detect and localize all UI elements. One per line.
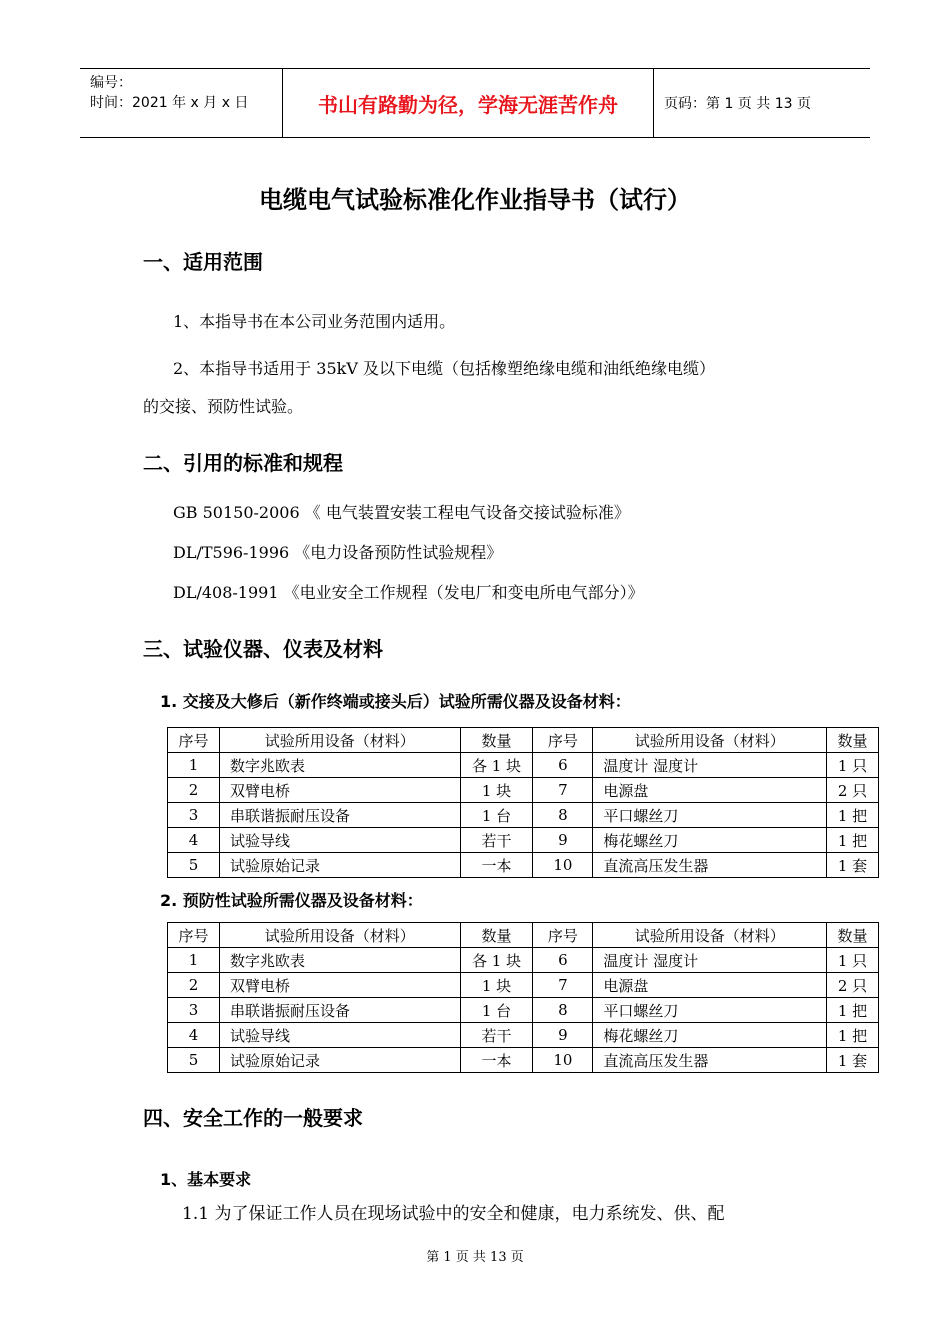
table-row <box>168 998 879 1023</box>
table-cell: 1 台 <box>460 998 533 1023</box>
table-cell: 数字兆欧表 <box>219 948 460 973</box>
table-cell: 3 <box>168 803 220 828</box>
equipment-table-1 <box>167 727 879 878</box>
page-header <box>80 68 870 138</box>
table-cell: 温度计 湿度计 <box>593 948 827 973</box>
table-cell: 10 <box>533 853 593 878</box>
table-cell: 数字兆欧表 <box>219 753 460 778</box>
column-header: 试验所用设备（材料） <box>219 923 460 948</box>
table-cell: 8 <box>533 803 593 828</box>
table-cell: 3 <box>168 998 220 1023</box>
section-1-paragraph-2-line-1: 2、本指导书适用于 35kV 及以下电缆（包括橡塑绝缘电缆和油纸绝缘电缆） <box>173 359 715 378</box>
table-cell: 直流高压发生器 <box>593 1048 827 1073</box>
reference-2: DL/T596-1996 《电力设备预防性试验规程》 <box>173 543 503 562</box>
table-row <box>168 853 879 878</box>
column-header: 数量 <box>460 728 533 753</box>
table-cell: 平口螺丝刀 <box>593 998 827 1023</box>
table-cell: 试验原始记录 <box>219 1048 460 1073</box>
table-row <box>168 803 879 828</box>
column-header: 序号 <box>168 923 220 948</box>
table-header-row <box>168 923 879 948</box>
document-date: 时间：2021 年 x 月 x 日 <box>90 95 249 111</box>
equipment-table-2 <box>167 922 879 1073</box>
table-cell: 平口螺丝刀 <box>593 803 827 828</box>
table-cell: 4 <box>168 1023 220 1048</box>
table-cell: 2 只 <box>827 973 879 998</box>
table-cell: 若干 <box>460 828 533 853</box>
table-cell: 2 <box>168 973 220 998</box>
table-cell: 梅花螺丝刀 <box>593 828 827 853</box>
column-header: 试验所用设备（材料） <box>593 728 827 753</box>
column-header: 试验所用设备（材料） <box>593 923 827 948</box>
section-4-heading: 四、安全工作的一般要求 <box>143 1106 363 1130</box>
section-3-subheading-1: 1. 交接及大修后（新作终端或接头后）试验所需仪器及设备材料： <box>160 692 631 711</box>
table-cell: 若干 <box>460 1023 533 1048</box>
table-cell: 4 <box>168 828 220 853</box>
table-row <box>168 973 879 998</box>
table-cell: 7 <box>533 973 593 998</box>
table-header-row <box>168 728 879 753</box>
table-cell: 各 1 块 <box>460 753 533 778</box>
section-1-heading: 一、适用范围 <box>143 250 263 274</box>
table-cell: 1 把 <box>827 1023 879 1048</box>
section-1-paragraph-2-line-2: 的交接、预防性试验。 <box>143 397 304 416</box>
column-header: 数量 <box>827 728 879 753</box>
section-3-heading: 三、试验仪器、仪表及材料 <box>143 637 383 661</box>
table-cell: 1 把 <box>827 828 879 853</box>
section-4-paragraph-1: 1.1 为了保证工作人员在现场试验中的安全和健康，电力系统发、供、配 <box>182 1204 725 1224</box>
table-cell: 1 只 <box>827 948 879 973</box>
table-cell: 串联谐振耐压设备 <box>219 803 460 828</box>
section-4-subheading-1: 1、基本要求 <box>160 1170 252 1189</box>
table-cell: 6 <box>533 753 593 778</box>
section-3-subheading-2: 2. 预防性试验所需仪器及设备材料： <box>160 891 423 910</box>
table-cell: 8 <box>533 998 593 1023</box>
table-cell: 试验导线 <box>219 828 460 853</box>
table-cell: 试验原始记录 <box>219 853 460 878</box>
table-cell: 温度计 湿度计 <box>593 753 827 778</box>
table-cell: 试验导线 <box>219 1023 460 1048</box>
section-2-heading: 二、引用的标准和规程 <box>143 451 343 475</box>
table-cell: 电源盘 <box>593 778 827 803</box>
document-number-label: 编号： <box>90 75 132 91</box>
table-row <box>168 828 879 853</box>
reference-3: DL/408-1991 《电业安全工作规程（发电厂和变电所电气部分）》 <box>173 583 644 602</box>
table-row <box>168 1023 879 1048</box>
header-info-cell <box>80 69 282 137</box>
table-cell: 1 套 <box>827 1048 879 1073</box>
table-cell: 电源盘 <box>593 973 827 998</box>
table-cell: 一本 <box>460 853 533 878</box>
column-header: 序号 <box>168 728 220 753</box>
column-header: 序号 <box>533 728 593 753</box>
header-page-info: 页码：第 1 页 共 13 页 <box>664 96 811 112</box>
table-row <box>168 948 879 973</box>
table-cell: 1 <box>168 753 220 778</box>
table-cell: 1 把 <box>827 803 879 828</box>
table-cell: 一本 <box>460 1048 533 1073</box>
table-cell: 2 <box>168 778 220 803</box>
reference-1: GB 50150-2006 《 电气装置安装工程电气设备交接试验标准》 <box>173 503 630 522</box>
table-cell: 9 <box>533 828 593 853</box>
page-footer: 第 1 页 共 13 页 <box>426 1250 524 1265</box>
table-cell: 1 台 <box>460 803 533 828</box>
table-cell: 串联谐振耐压设备 <box>219 998 460 1023</box>
header-motto: 书山有路勤为径，学海无涯苦作舟 <box>282 69 654 137</box>
table-cell: 1 把 <box>827 998 879 1023</box>
section-1-paragraph-1: 1、本指导书在本公司业务范围内适用。 <box>173 312 456 331</box>
table-cell: 双臂电桥 <box>219 778 460 803</box>
table-cell: 10 <box>533 1048 593 1073</box>
column-header: 序号 <box>533 923 593 948</box>
table-cell: 5 <box>168 853 220 878</box>
table-row <box>168 778 879 803</box>
table-cell: 1 <box>168 948 220 973</box>
table-cell: 双臂电桥 <box>219 973 460 998</box>
table-cell: 1 块 <box>460 973 533 998</box>
table-cell: 直流高压发生器 <box>593 853 827 878</box>
column-header: 数量 <box>460 923 533 948</box>
table-cell: 6 <box>533 948 593 973</box>
table-row <box>168 753 879 778</box>
table-cell: 9 <box>533 1023 593 1048</box>
table-cell: 1 套 <box>827 853 879 878</box>
table-cell: 梅花螺丝刀 <box>593 1023 827 1048</box>
table-cell: 2 只 <box>827 778 879 803</box>
table-cell: 1 块 <box>460 778 533 803</box>
table-cell: 各 1 块 <box>460 948 533 973</box>
table-row <box>168 1048 879 1073</box>
table-cell: 1 只 <box>827 753 879 778</box>
table-cell: 5 <box>168 1048 220 1073</box>
document-title: 电缆电气试验标准化作业指导书（试行） <box>259 186 691 214</box>
table-cell: 7 <box>533 778 593 803</box>
column-header: 试验所用设备（材料） <box>219 728 460 753</box>
column-header: 数量 <box>827 923 879 948</box>
